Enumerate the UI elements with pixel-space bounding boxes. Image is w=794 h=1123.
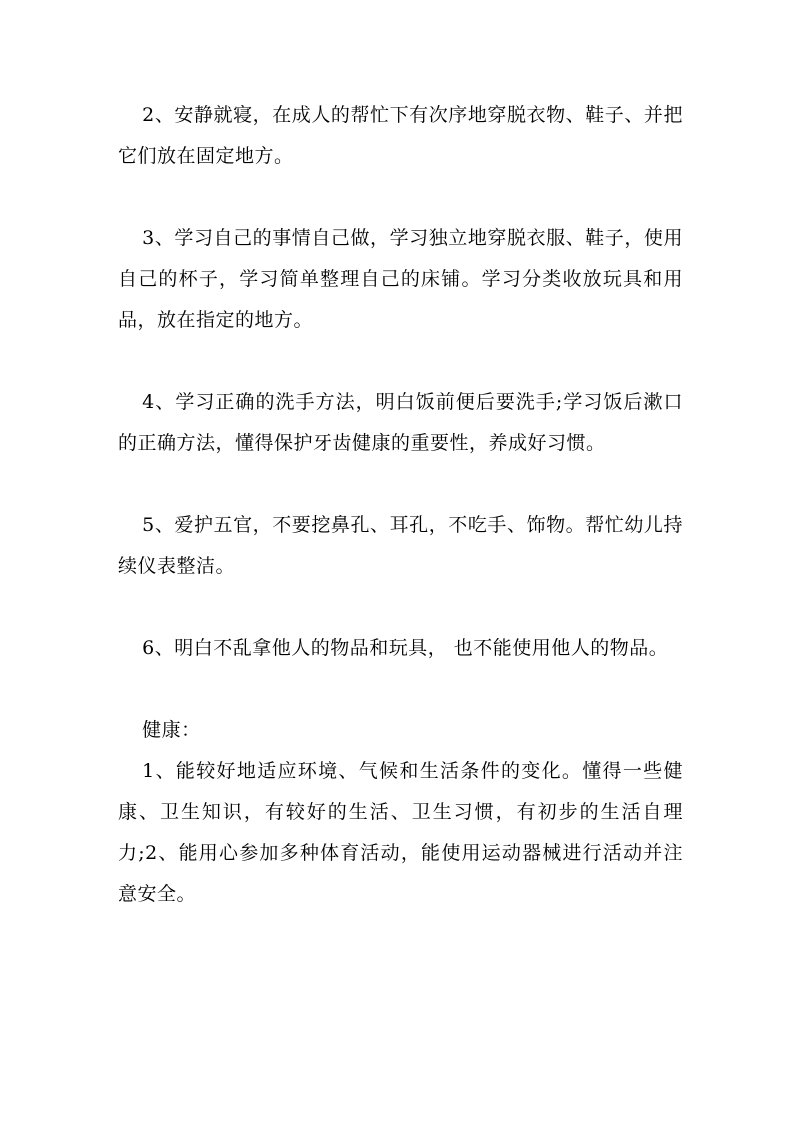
paragraph-item-5: 5、爱护五官，不要挖鼻孔、耳孔，不吃手、饰物。帮忙幼儿持续仪表整洁。 xyxy=(118,514,683,577)
health-goals-paragraph: 1、能较好地适应环境、气候和生活条件的变化。懂得一些健康、卫生知识，有较好的生活、卫生习惯，有初步的生活自理力;2、能用心参加多种体育活动，能使用运动器械进行活动并注意安全。 xyxy=(118,760,683,905)
paragraph-item-2: 2、安静就寝，在成人的帮忙下有次序地穿脱衣物、鞋子、并把它们放在固定地方。 xyxy=(118,104,683,167)
paragraph-item-6: 6、明白不乱拿他人的物品和玩具， 也不能使用他人的物品。 xyxy=(142,637,669,659)
paragraph-item-4: 4、学习正确的洗手方法，明白饭前便后要洗手;学习饭后漱口的正确方法，懂得保护牙齿健康的重要性，养成好习惯。 xyxy=(118,391,683,454)
section-heading-health: 健康： xyxy=(142,719,201,741)
document-body xyxy=(118,95,683,915)
paragraph-item-3: 3、学习自己的事情自己做，学习独立地穿脱衣服、鞋子，使用自己的杯子，学习简单整理自己的床铺。学习分类收放玩具和用品，放在指定的地方。 xyxy=(118,227,683,331)
